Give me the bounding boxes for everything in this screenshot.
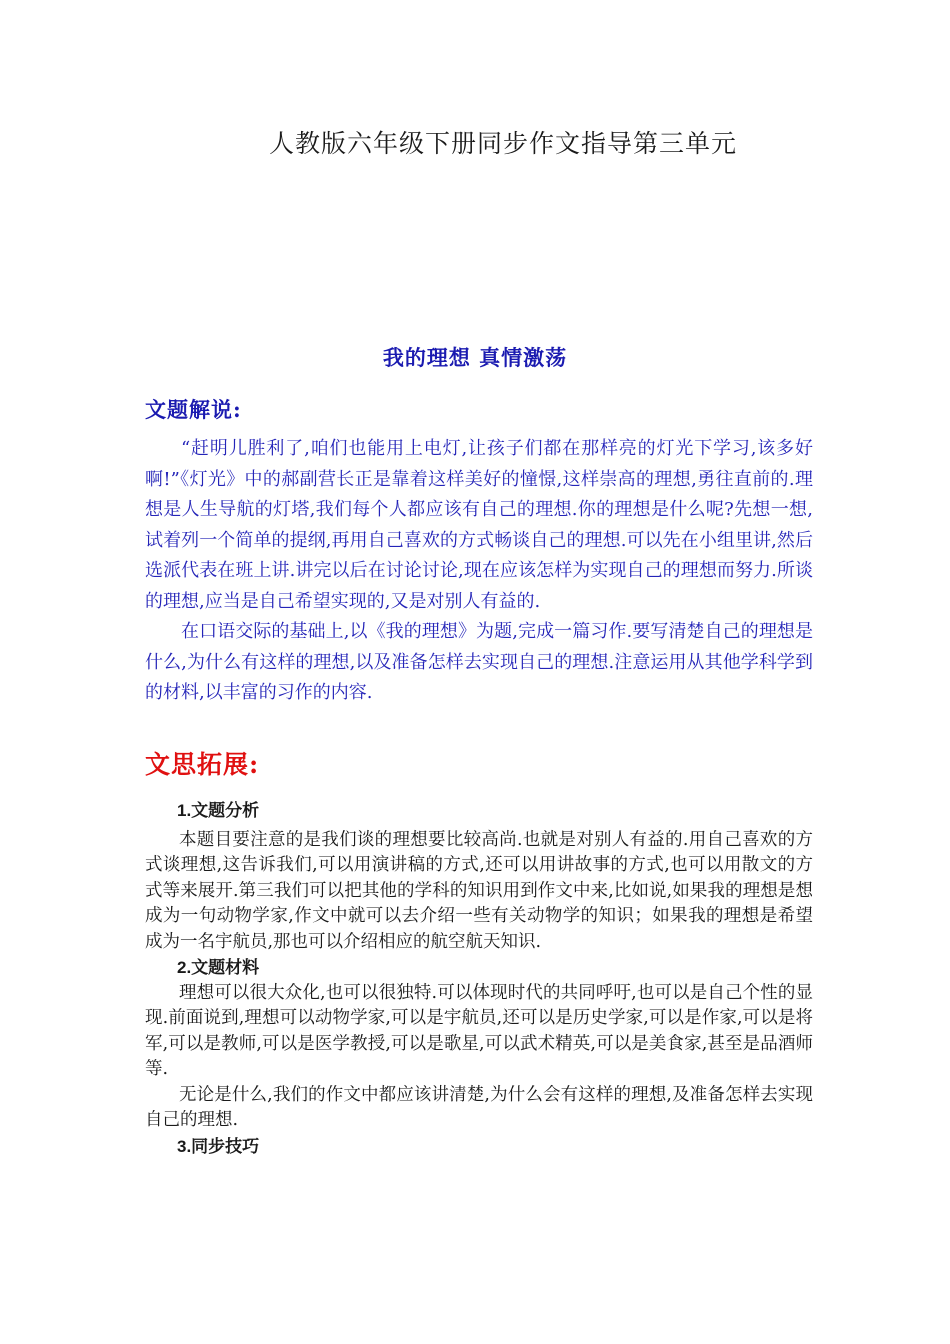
document-title: 人教版六年级下册同步作文指导第三单元 (268, 129, 737, 158)
sub-heading-analysis: 1.文题分析 (177, 801, 260, 820)
sub-heading-technique: 3.同步技巧 (177, 1136, 260, 1156)
analysis-paragraph: 本题目要注意的是我们谈的理想要比较高尚.也就是对别人有益的.用自己喜欢的方式谈理想,这告诉我们,可以用演讲稿的方式,还可以用讲故事的方式,也可以用散文的方式等来展开.第三我们可以把其他的学科的知识用到作文中来,比如说,如果我的理想是想成为一句动物学家,作文中就可以去介绍一些有关动物学的知识；如果我的理想是希望成为一名宇航员,那也可以介绍相应的航空航天知识. (145, 829, 813, 952)
explain-paragraph: “赶明儿胜利了,咱们也能用上电灯,让孩子们都在那样亮的灯光下学习,该多好啊!”《灯光》中的郝副营长正是靠着这样美好的憧憬,这样崇高的理想,勇往直前的.理想是人生导航的灯塔,我们每个人都应该有自己的理想.你的理想是什么呢?先想一想,试着列一个简单的提纲,再用自己喜欢的方式畅谈自己的理想.可以先在小组里讲,然后选派代表在班上讲.讲完以后在讨论讨论,现在应该怎样为实现自己的理想而努力.所谈的理想,应当是自己希望实现的,又是对别人有益的. (145, 438, 813, 612)
explain-heading: 文题解说: (145, 397, 242, 422)
explain-paragraph: 在口语交际的基础上,以《我的理想》为题,完成一篇习作.要写清楚自己的理想是什么,为什么有这样的理想,以及准备怎样去实现自己的理想.注意运用从其他学科学到的材料,以丰富的习作的内容. (145, 621, 813, 703)
expand-heading: 文思拓展: (145, 750, 260, 779)
material-paragraph: 无论是什么,我们的作文中都应该讲清楚,为什么会有这样的理想,及准备怎样去实现自己的理想. (145, 1084, 813, 1130)
sub-heading-material: 2.文题材料 (177, 958, 260, 977)
material-paragraph: 理想可以很大众化,也可以很独特.可以体现时代的共同呼吁,也可以是自己个性的显现.前面说到,理想可以动物学家,可以是宇航员,还可以是历史学家,可以是作家,可以是将军,可以是教师,可以是医学教授,可以是歌星,可以武术精英,可以是美食家,甚至是品酒师等. (145, 982, 813, 1079)
section-title: 我的理想 真情激荡 (382, 345, 568, 370)
expand-block (145, 798, 813, 1159)
explain-block (145, 434, 813, 709)
